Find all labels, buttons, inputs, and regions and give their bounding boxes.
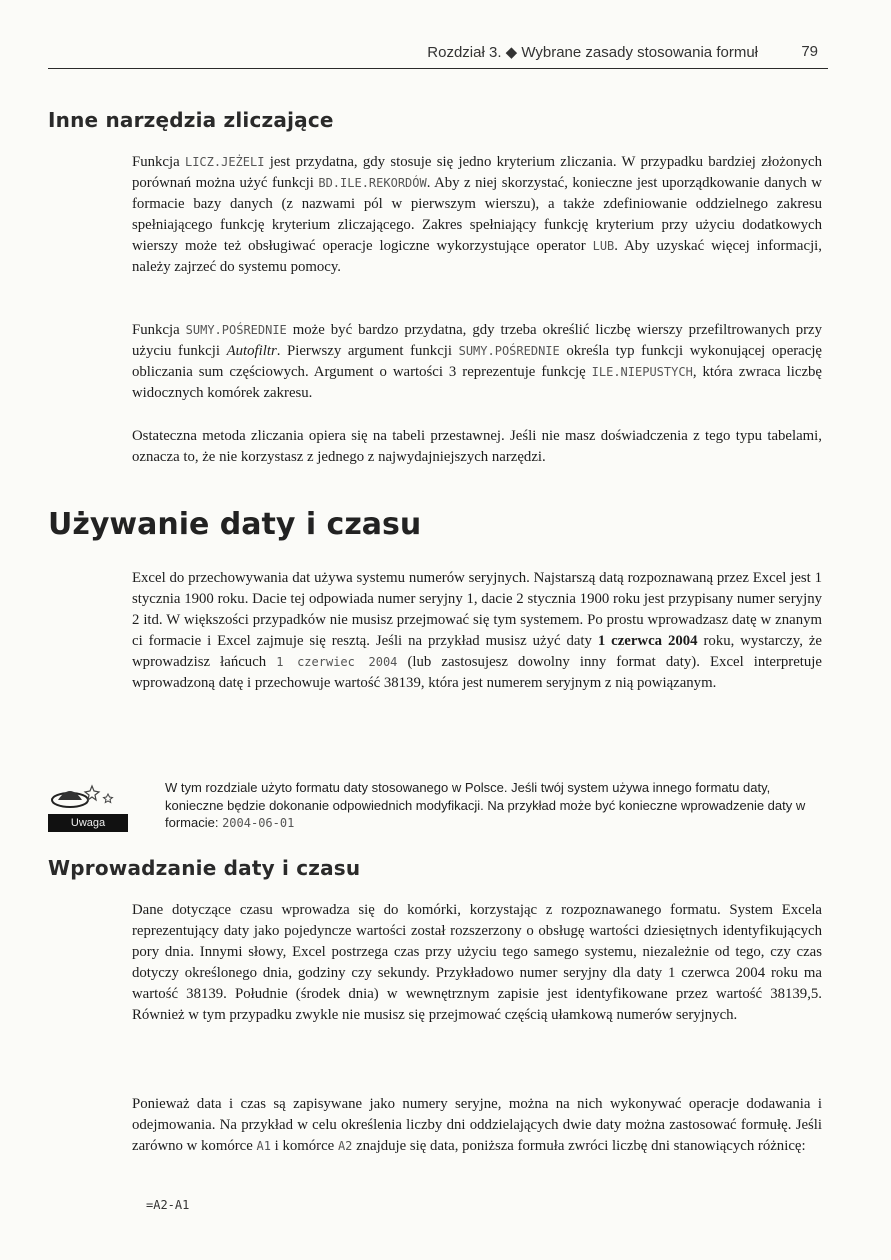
magic-hat-icon	[48, 780, 130, 816]
text-run: określa typ funkcji wykonującej operację obliczania sum częściowych. Argument o wartości 3 reprezentuje funkcję	[132, 343, 822, 380]
text-run: znajduje się data, poniższa formuła zwróci liczbę dni stanowiących różnicę:	[352, 1138, 806, 1154]
text-run: Funkcja	[132, 154, 185, 170]
text-run-italic: Autofiltr	[226, 343, 277, 359]
paragraph	[132, 900, 822, 1026]
text-run-mono: LICZ.JEŻELI	[184, 155, 265, 169]
text-run: jest przydatna, gdy stosuje się jedno kryterium zliczania. W przypadku bardziej złożonych porównań można użyć funkcji	[132, 154, 823, 191]
text-run: Excel do przechowywania dat używa systemu numerów seryjnych. Najstarszą datą rozpoznawaną przez Excel jest 1 stycznia 1900 roku. Dacie tej odpowiada numer seryjny 1, dacie 2 stycznia 1900 roku jest przypisany numer seryjny 2 itd. W większości przypadków nie musisz przejmować się tym systemem. Po prostu wprowadzasz datę w znanym ci formacie i Excel zajmuje się resztą. Jeśli na przykład musisz użyć daty	[132, 570, 822, 649]
paragraph	[132, 426, 822, 468]
text-run: Ostateczna metoda zliczania opiera się na tabeli przestawnej. Jeśli nie masz doświadczenia z tego typu tabelami, oznacza to, że nie korzystasz z jednego z najwydajniejszych narzędzi.	[132, 428, 822, 465]
text-run-bold: 1 czerwca 2004	[597, 633, 698, 649]
text-run: . Pierwszy argument funkcji	[276, 343, 459, 359]
paragraph	[132, 568, 822, 694]
formula: =A2-A1	[146, 1198, 190, 1212]
text-run: Ponieważ data i czas są zapisywane jako numery seryjne, można na nich wykonywać operacje dodawania i odejmowania. Na przykład w celu określenia liczby dni oddzielających dwie daty można zastosować formułę. Jeśli zarówno w komórce	[132, 1096, 822, 1154]
paragraph	[132, 152, 822, 278]
text-run: roku, wystarczy, że wprowadzisz łańcuch	[132, 633, 822, 670]
note-text	[165, 779, 825, 833]
text-run-mono: A2	[337, 1139, 353, 1153]
text-run-mono: SUMY.POŚREDNIE	[458, 344, 560, 358]
paragraph	[132, 1094, 822, 1157]
text-run-mono: LUB	[592, 239, 615, 253]
note-label: Uwaga	[48, 814, 128, 832]
text-run-mono: 2004-06-01	[222, 816, 295, 830]
text-run: i komórce	[270, 1138, 338, 1154]
heading-inne-narzedzia: Inne narzędzia zliczające	[48, 108, 334, 132]
text-run-mono: 1 czerwiec 2004	[276, 655, 398, 669]
text-run-mono: BD.ILE.REKORDÓW	[318, 176, 427, 190]
text-run: W tym rozdziale użyto formatu daty stosowanego w Polsce. Jeśli twój system używa innego formatu daty, konieczne będzie dokonanie odpowiednich modyfikacji. Na przykład może być konieczne wprowadzenie daty w formacie:	[165, 780, 806, 830]
text-run: . Aby uzyskać więcej informacji, należy zajrzeć do systemu pomocy.	[132, 238, 822, 275]
paragraph	[132, 320, 822, 404]
page-number: 79	[801, 43, 818, 60]
text-run: , która zwraca liczbę widocznych komórek zakresu.	[132, 364, 822, 401]
text-run-mono: SUMY.POŚREDNIE	[185, 323, 287, 337]
note-icon	[48, 780, 130, 832]
text-run-mono: A1	[256, 1139, 271, 1153]
text-run: Funkcja	[132, 322, 186, 338]
heading-uzywanie-daty: Używanie daty i czasu	[48, 507, 422, 542]
text-run-mono: ILE.NIEPUSTYCH	[591, 365, 693, 379]
heading-wprowadzanie-daty: Wprowadzanie daty i czasu	[48, 856, 361, 880]
page-header	[48, 38, 828, 69]
text-run: . Aby z niej skorzystać, konieczne jest uporządkowanie danych w formacie bazy danych (z nazwami pól w pierwszym wierszu), a także zdefiniowanie oddzielnego zakresu spełniającego funkcję kryterium zliczającego. Zakres spełniający funkcję kryterium przy użyciu dodatkowych wierszy może też obsługiwać operacje logiczne wykorzystujące operator	[132, 175, 822, 254]
text-run: Dane dotyczące czasu wprowadza się do komórki, korzystając z rozpoznawanego formatu. System Excela reprezentujący daty jako pojedyncze wartości został rozszerzony o obsługę wartości dziesiętnych identyfikujących pory dnia. Innymi słowy, Excel postrzega czas przy użyciu tego samego systemu, niezależnie od tego, czy czas dotyczy określonego dnia, godziny czy sekundy. Przykładowo numer seryjny dla daty 1 czerwca 2004 roku ma wartość 38139. Południe (środek dnia) w wewnętrznym zapisie jest identyfikowane przez wartość 38139,5. Również w tym przypadku zwykle nie musisz się przejmować częścią ułamkową numerów seryjnych.	[132, 902, 822, 1023]
text-run: (lub zastosujesz dowolny inny format daty). Excel interpretuje wprowadzoną datę i przechowuje wartość 38139, która jest numerem seryjnym z nią powiązanym.	[132, 654, 822, 691]
text-run: może być bardzo przydatna, gdy trzeba określić liczbę wierszy przefiltrowanych przy użyciu funkcji	[132, 322, 822, 359]
running-title: Rozdział 3. ◆ Wybrane zasady stosowania formuł	[427, 44, 758, 61]
